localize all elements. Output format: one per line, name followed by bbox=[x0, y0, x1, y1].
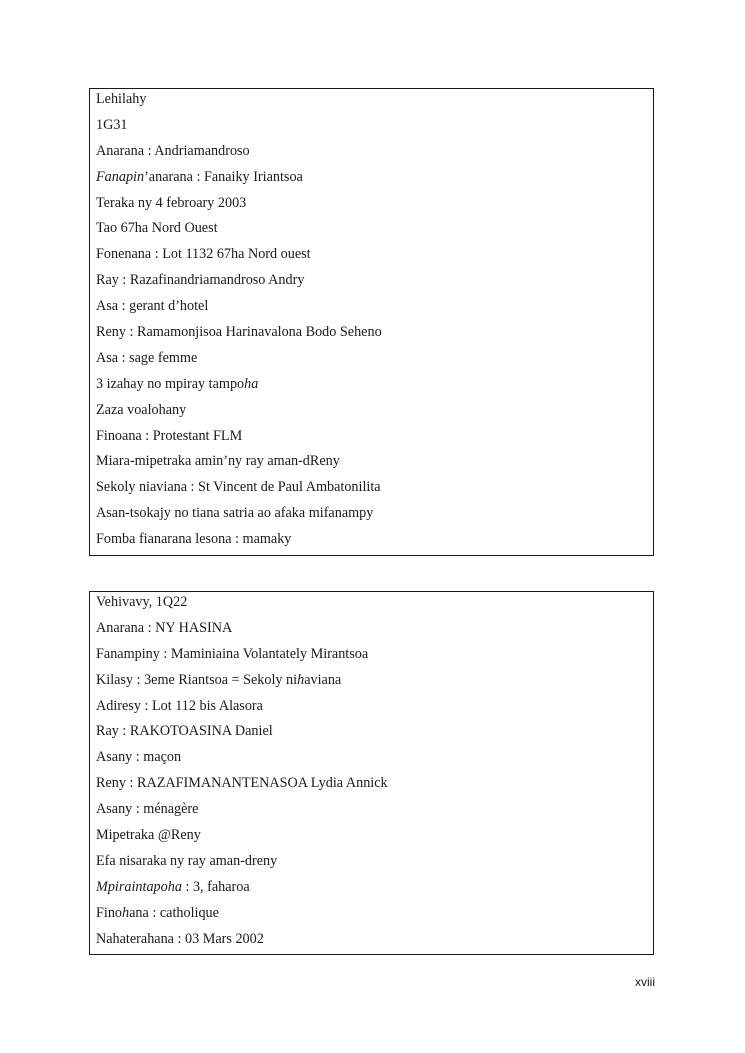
record-line-first-name-rest: ’anarana : Fanaiky Iriantsoa bbox=[144, 168, 303, 185]
record-line-surname: Anarana : NY HASINA bbox=[96, 619, 233, 636]
record-box-student-2 bbox=[89, 591, 654, 955]
record-line-birth-order: Zaza voalohany bbox=[96, 401, 187, 418]
record-line-mother-job: Asany : ménagère bbox=[96, 801, 199, 818]
record-line-father: Ray : RAKOTOASINA Daniel bbox=[96, 723, 273, 740]
record-line-siblings-italic-part: ha bbox=[244, 375, 259, 392]
record-line-address: Adiresy : Lot 112 bis Alasora bbox=[96, 697, 263, 714]
record-line-siblings bbox=[96, 372, 647, 398]
record-box-student-1 bbox=[89, 88, 654, 556]
record-line-siblings bbox=[96, 875, 647, 901]
record-line-siblings-italic-part: Mpiraintapoha bbox=[96, 878, 182, 895]
record-line-siblings-rest: : 3, faharoa bbox=[181, 878, 250, 895]
record-line-father-job: Asany : maçon bbox=[96, 749, 182, 766]
page-number: xviii bbox=[635, 975, 655, 989]
record-line-birth-date: Nahaterahana : 03 Mars 2002 bbox=[96, 930, 264, 947]
record-line-father-job: Asa : gerant d’hotel bbox=[96, 298, 209, 315]
record-line-mother: Reny : Ramamonjisoa Harinavalona Bodo Seheno bbox=[96, 324, 382, 341]
record-line-surname: Anarana : Andriamandroso bbox=[96, 142, 250, 159]
record-line-religion: Finoana : Protestant FLM bbox=[96, 427, 243, 444]
record-line-class-school bbox=[96, 668, 647, 694]
record-line-religion-pre: Fino bbox=[96, 904, 123, 921]
record-line-birth-date: Teraka ny 4 febroary 2003 bbox=[96, 194, 247, 211]
record-line-mother: Reny : RAZAFIMANANTENASOA Lydia Annick bbox=[96, 775, 388, 792]
record-line-gender-class: Vehivavy, 1Q22 bbox=[96, 594, 188, 610]
record-line-class-school-rest: aviana bbox=[304, 671, 342, 688]
record-line-siblings-pre: 3 izahay no mpiray tampo bbox=[96, 375, 245, 392]
record-line-first-name: Fanampiny : Maminiaina Volantately Mirantsoa bbox=[96, 645, 369, 662]
record-line-living-with: Mipetraka @Reny bbox=[96, 827, 201, 844]
record-line-birth-place: Tao 67ha Nord Ouest bbox=[96, 220, 218, 237]
record-line-class-school-italic-part: h bbox=[297, 671, 305, 688]
record-line-class-school-pre: Kilasy : 3eme Riantsoa = Sekoly ni bbox=[96, 671, 298, 688]
record-line-preference: Asan-tsokajy no tiana satria ao afaka mifanampy bbox=[96, 505, 374, 522]
record-line-first-name-italic-part: Fanapin bbox=[96, 168, 145, 185]
record-line-previous-school: Sekoly niaviana : St Vincent de Paul Ambatonilita bbox=[96, 479, 381, 496]
record-line-parents-status: Efa nisaraka ny ray aman-dreny bbox=[96, 852, 278, 869]
record-line-religion-rest: ana : catholique bbox=[129, 904, 219, 921]
record-line-living-with: Miara-mipetraka amin’ny ray aman-dReny bbox=[96, 453, 340, 470]
record-line-address: Fonenana : Lot 1132 67ha Nord ouest bbox=[96, 246, 311, 263]
record-line-class-code: 1G31 bbox=[96, 116, 128, 133]
record-line-gender: Lehilahy bbox=[96, 91, 147, 107]
record-line-father: Ray : Razafinandriamandroso Andry bbox=[96, 272, 305, 289]
record-line-religion-italic-part: h bbox=[122, 904, 130, 921]
record-line-mother-job: Asa : sage femme bbox=[96, 349, 198, 366]
record-line-first-name bbox=[96, 165, 647, 191]
record-line-religion bbox=[96, 901, 647, 927]
record-line-study-method: Fomba fianarana lesona : mamaky bbox=[96, 531, 292, 548]
